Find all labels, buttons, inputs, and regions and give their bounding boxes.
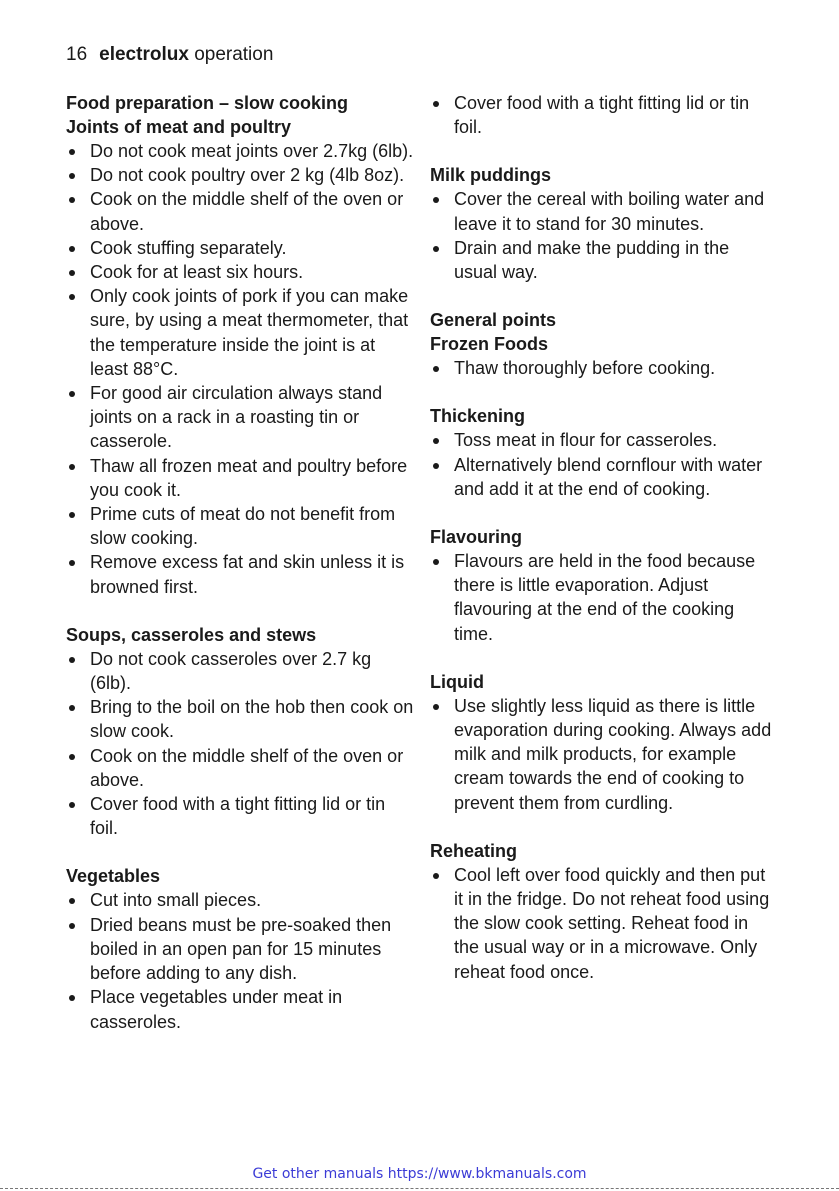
brand-name: electrolux [99,44,189,65]
section-thickening [430,404,775,501]
bullet-item: Thaw thoroughly before cooking. [430,356,775,380]
bullet-item: Thaw all frozen meat and poultry before you cook it. [66,454,416,502]
section-milk-puddings [430,163,775,284]
section-heading: General points [430,310,557,331]
bullet-item: Cook for at least six hours. [66,260,416,284]
bullet-item: Dried beans must be pre-soaked then boiled in an open pan for 15 minutes before adding to any dish. [66,913,416,986]
section-joints-of-meat-and-poultry [66,91,416,599]
bullet-item: Cut into small pieces. [66,888,416,912]
section-heading: Soups, casseroles and stews [66,624,317,645]
bullet-item: Cook on the middle shelf of the oven or above. [66,744,416,792]
bullet-item: Cover food with a tight fitting lid or tin foil. [66,792,416,840]
bullet-list [66,647,416,841]
manuals-link[interactable]: Get other manuals https://www.bkmanuals.com [252,1166,587,1182]
bullet-item: Prime cuts of meat do not benefit from slow cooking. [66,502,416,550]
bullet-list [430,356,775,380]
section-heading: Reheating [430,840,518,861]
section-heading: Food preparation – slow cooking [66,93,349,113]
bullet-item: Remove excess fat and skin unless it is browned first. [66,550,416,598]
bullet-list [430,428,775,501]
section-flavouring [430,525,775,646]
bullet-list [430,863,775,984]
bullet-item: Cook on the middle shelf of the oven or above. [66,187,416,235]
footer [0,1164,839,1184]
left-column [66,91,416,1034]
bullet-item: For good air circulation always stand joints on a rack in a roasting tin or casserole. [66,381,416,454]
bullet-item: Drain and make the pudding in the usual way. [430,236,775,284]
section-heading: Liquid [430,671,484,692]
section-heading: Joints of meat and poultry [66,117,292,137]
section-heading: Thickening [430,406,526,427]
section-continued [430,91,775,139]
section-liquid [430,670,775,815]
bullet-item: Cool left over food quickly and then put it in the fridge. Do not reheat food using the slow cook setting. Reheat food in the usual way or in a microwave. Only reheat food once. [430,863,775,984]
section-heading: Frozen Foods [430,334,548,355]
bullet-item: Alternatively blend cornflour with water and add it at the end of cooking. [430,453,775,501]
bullet-list [430,549,775,646]
section-reheating [430,839,775,984]
section-vegetables [66,864,416,1033]
bottom-divider [0,1188,839,1189]
section-heading: Vegetables [66,866,161,887]
section-soups-casseroles-and-stews [66,623,416,841]
page-number: 16 [66,44,88,65]
bullet-item: Cover food with a tight fitting lid or tin foil. [430,91,775,139]
right-column [430,91,775,984]
bullet-item: Cover the cereal with boiling water and leave it to stand for 30 minutes. [430,187,775,235]
bullet-list [66,139,416,599]
page-header [66,42,273,68]
bullet-item: Do not cook poultry over 2 kg (4lb 8oz). [66,163,416,187]
section-name: operation [194,44,274,65]
bullet-item: Flavours are held in the food because there is little evaporation. Adjust flavouring at the end of the cooking time. [430,549,775,646]
section-heading: Milk puddings [430,165,551,186]
section-heading: Flavouring [430,527,523,548]
bullet-item: Toss meat in flour for casseroles. [430,428,775,452]
bullet-item: Do not cook casseroles over 2.7 kg (6lb). [66,647,416,695]
bullet-list [66,888,416,1033]
bullet-item: Bring to the boil on the hob then cook on slow cook. [66,695,416,743]
bullet-item: Use slightly less liquid as there is little evaporation during cooking. Always add milk and milk products, for example cream towards the end of cooking to prevent them from curdling. [430,694,775,815]
bullet-item: Only cook joints of pork if you can make sure, by using a meat thermometer, that the temperature inside the joint is at least 88°C. [66,284,416,381]
bullet-item: Cook stuffing separately. [66,236,416,260]
bullet-list [430,91,775,139]
bullet-item: Do not cook meat joints over 2.7kg (6lb). [66,139,416,163]
bullet-list [430,187,775,284]
bullet-item: Place vegetables under meat in casseroles. [66,985,416,1033]
section-frozen-foods [430,308,775,380]
bullet-list [430,694,775,815]
